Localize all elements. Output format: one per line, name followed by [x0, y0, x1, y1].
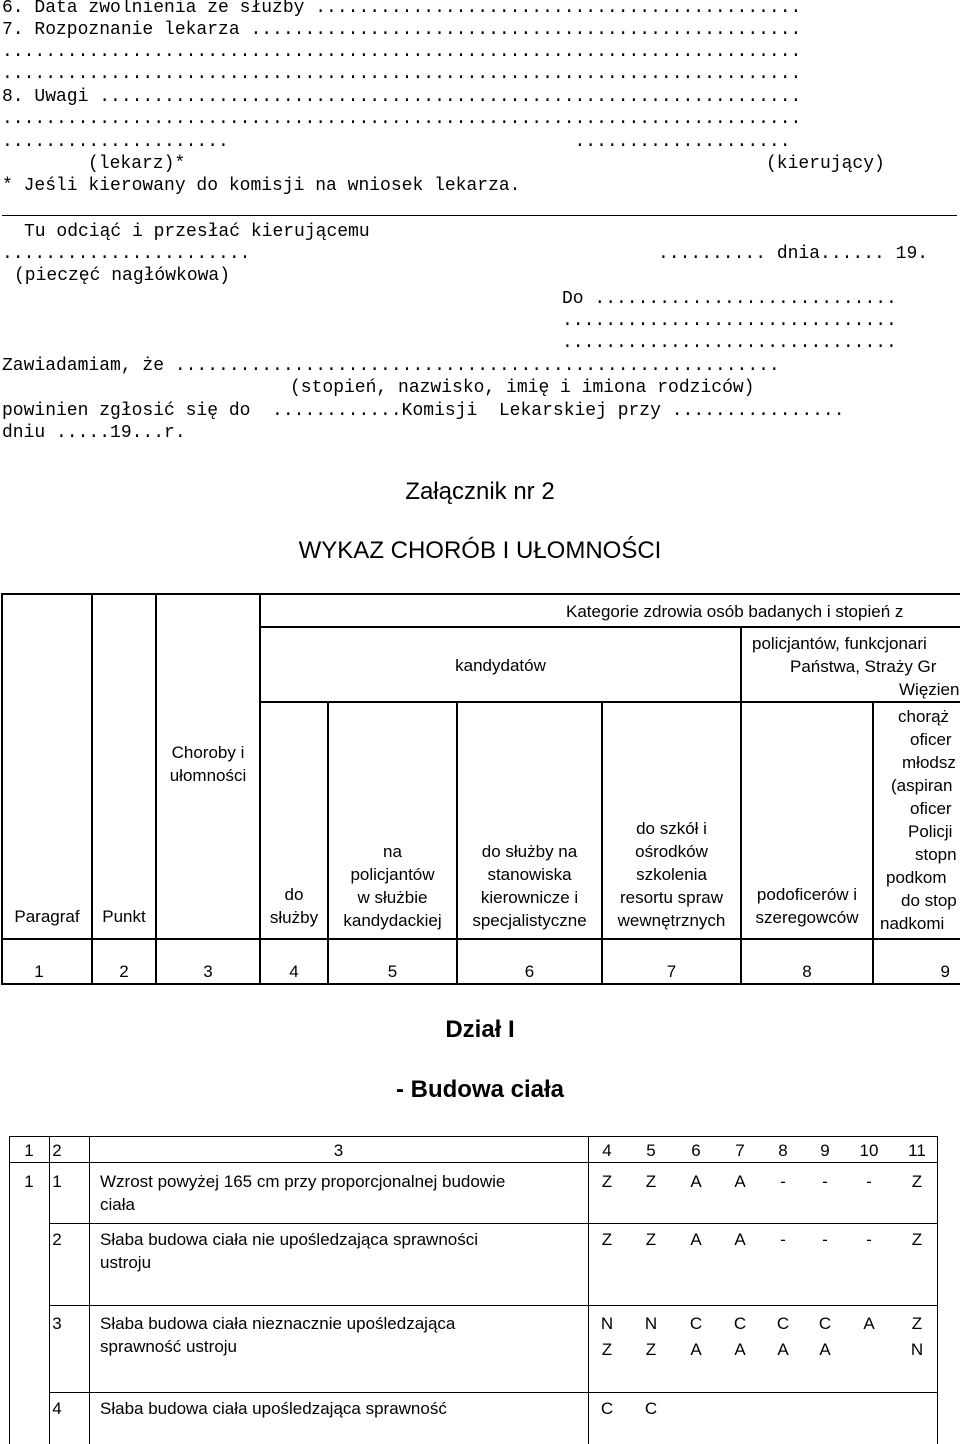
disease-description: Słaba budowa ciała upośledzająca sprawność	[100, 1399, 447, 1418]
category-value: A	[819, 1340, 831, 1359]
category-value: C	[600, 1399, 614, 1418]
col-number: 2	[119, 962, 129, 981]
header-text-line: stanowiska	[487, 865, 572, 884]
category-value: Z	[645, 1172, 657, 1191]
signature-referrer-label: (kierujący)	[766, 154, 885, 174]
col-number: 7	[666, 962, 677, 981]
category-value: A	[690, 1230, 702, 1249]
form-dotted-line: ..........................................................................	[2, 64, 802, 84]
category-value: N	[644, 1314, 658, 1333]
category-value: Z	[601, 1230, 613, 1249]
table-header-cell: 8	[778, 1141, 788, 1160]
category-value: A	[734, 1172, 746, 1191]
header-text-line: do szkół i	[636, 819, 707, 838]
category-value: -	[866, 1230, 872, 1249]
category-value: Z	[911, 1314, 923, 1333]
form-signature-dots: ..................... ....................	[2, 132, 791, 152]
header-text-line: ośrodków	[635, 842, 708, 861]
disease-description: sprawność ustroju	[100, 1337, 238, 1356]
table-header-cell: 4	[602, 1141, 612, 1160]
notify-line: Zawiadamiam, że ........................................................	[2, 356, 780, 376]
point-number: 3	[52, 1314, 62, 1333]
annex-title: Załącznik nr 2	[405, 478, 555, 505]
paragraph-number: 1	[24, 1172, 34, 1191]
category-value: A	[777, 1340, 789, 1359]
col-number: 5	[387, 962, 398, 981]
header-text-line: wewnętrznych	[617, 911, 726, 930]
category-value: N	[600, 1314, 614, 1333]
table-border	[49, 1223, 937, 1224]
annex-subtitle: WYKAZ CHORÓB I UŁOMNOŚCI	[298, 537, 662, 564]
form-dotted-line: ..........................................................................	[2, 42, 802, 62]
point-number: 2	[52, 1230, 62, 1249]
table-header-cell: 6	[691, 1141, 701, 1160]
category-value: -	[866, 1172, 872, 1191]
header-text-line: szkolenia	[636, 865, 707, 884]
table-border	[49, 1392, 937, 1393]
notify-caption: (stopień, nazwisko, imię i imiona rodziców)	[290, 378, 755, 398]
footnote: * Jeśli kierowany do komisji na wniosek lekarza.	[2, 176, 521, 196]
header-text-line: chorąż	[898, 707, 950, 726]
category-value: Z	[645, 1230, 657, 1249]
header-text-line: ułomności	[169, 766, 247, 785]
addressee-line: Do ............................	[562, 289, 897, 309]
header-text-line: podkom	[886, 868, 947, 887]
category-value: A	[734, 1340, 746, 1359]
col-number: 9	[940, 962, 950, 981]
table-header-cell: 10	[859, 1141, 879, 1160]
table-border	[9, 1136, 938, 1137]
category-value: -	[822, 1172, 828, 1191]
header-text-line: policjantów, funkcjonari	[752, 634, 927, 653]
col-number: 4	[289, 962, 299, 981]
header-text-line: oficer	[910, 730, 952, 749]
disease-description: Wzrost powyżej 165 cm przy proporcjonalnej budowie	[100, 1172, 506, 1191]
table-header-cell: 7	[735, 1141, 745, 1160]
header-text-line: podoficerów i	[756, 885, 858, 904]
category-value: N	[910, 1340, 924, 1359]
header-text-line: Policji	[908, 822, 953, 841]
header-text-line: kierownicze i	[480, 888, 579, 907]
point-number: 4	[52, 1399, 62, 1418]
addressee-line: ...............................	[562, 311, 897, 331]
category-value: A	[734, 1230, 746, 1249]
table-border	[49, 1305, 937, 1306]
date-line: .......... dnia...... 19.	[658, 244, 929, 264]
col-number: 6	[524, 962, 535, 981]
table-header-cell: 1	[24, 1141, 34, 1160]
form-line-7: 7. Rozpoznanie lekarza ...................................................	[2, 20, 802, 40]
col-number: 1	[34, 962, 44, 981]
header-text-line: resortu spraw	[620, 888, 723, 907]
category-value: A	[690, 1340, 702, 1359]
day-line: dniu .....19...r.	[2, 423, 186, 443]
date-left-dots: .......................	[2, 244, 251, 264]
category-value: -	[780, 1172, 786, 1191]
form-dotted-line: ..........................................................................	[2, 109, 802, 129]
disease-description: Słaba budowa ciała nieznacznie upośledzająca	[100, 1314, 456, 1333]
header-text-line: policjantów	[350, 865, 435, 884]
category-value: Z	[601, 1172, 613, 1191]
table-header-cell: 11	[908, 1141, 926, 1160]
category-value: C	[644, 1399, 658, 1418]
table-header-cell: 5	[646, 1141, 656, 1160]
table-header-cell: 9	[820, 1141, 830, 1160]
header-text-line: Więzien	[899, 680, 960, 699]
header-text-line: na	[383, 842, 402, 861]
header-text-line: do stop	[901, 891, 957, 910]
disease-description: ustroju	[100, 1253, 152, 1272]
category-value: -	[822, 1230, 828, 1249]
header-text-line: nadkomi	[880, 914, 945, 933]
header-text-line: stopn	[915, 845, 957, 864]
addressee-line: ...............................	[562, 333, 897, 353]
header-text-line: do służby na	[481, 842, 578, 861]
header-text-line: specjalistyczne	[472, 911, 587, 930]
category-value: Z	[911, 1172, 923, 1191]
category-value: Z	[911, 1230, 923, 1249]
group-header-candidates: kandydatów	[455, 656, 546, 675]
header-text-line: szeregowców	[755, 908, 859, 927]
col-number: 3	[203, 962, 213, 981]
point-number: 1	[52, 1172, 62, 1191]
category-value: A	[863, 1314, 875, 1333]
header-text-line: oficer	[910, 799, 952, 818]
section-subtitle: - Budowa ciała	[395, 1076, 565, 1103]
disease-description: Słaba budowa ciała nie upośledzająca sprawności	[100, 1230, 479, 1249]
stamp-label: (pieczęć nagłówkowa)	[14, 266, 231, 286]
form-line-8: 8. Uwagi .................................................................	[2, 87, 802, 107]
header-text-line: w służbie	[357, 888, 428, 907]
category-value: C	[733, 1314, 747, 1333]
header-text-line: Choroby i	[171, 743, 245, 762]
header-text-line: Kategorie zdrowia osób badanych i stopień z	[566, 602, 904, 621]
form-line-6: 6. Data zwolnienia ze służby .............................................	[2, 0, 802, 18]
category-value: C	[689, 1314, 703, 1333]
col-header-punkt: Punkt	[102, 907, 146, 926]
col-header-paragraf: Paragraf	[14, 907, 80, 926]
category-value: Z	[645, 1340, 657, 1359]
header-text-line: do	[284, 885, 304, 904]
category-value: Z	[601, 1340, 613, 1359]
header-text-line: kandydackiej	[343, 911, 442, 930]
header-text-line: (aspiran	[891, 776, 953, 795]
col-number: 8	[802, 962, 812, 981]
category-value: C	[818, 1314, 832, 1333]
header-text-line: młodsz	[902, 753, 956, 772]
header-text-line: służby	[269, 908, 319, 927]
report-line: powinien zgłosić się do ............Komisji Lekarskiej przy ................	[2, 401, 845, 421]
header-text-line: Państwa, Straży Gr	[790, 657, 937, 676]
cut-instruction: Tu odciąć i przesłać kierującemu	[24, 222, 370, 242]
category-value: C	[776, 1314, 790, 1333]
table-header-cell: 2	[52, 1141, 62, 1160]
disease-description: ciała	[100, 1195, 135, 1214]
signature-doctor-label: (lekarz)*	[88, 154, 186, 174]
category-value: -	[780, 1230, 786, 1249]
category-value: A	[690, 1172, 702, 1191]
table-header-cell: 3	[333, 1141, 344, 1160]
section-title: Dział I	[445, 1016, 515, 1043]
table-border	[9, 1162, 938, 1163]
